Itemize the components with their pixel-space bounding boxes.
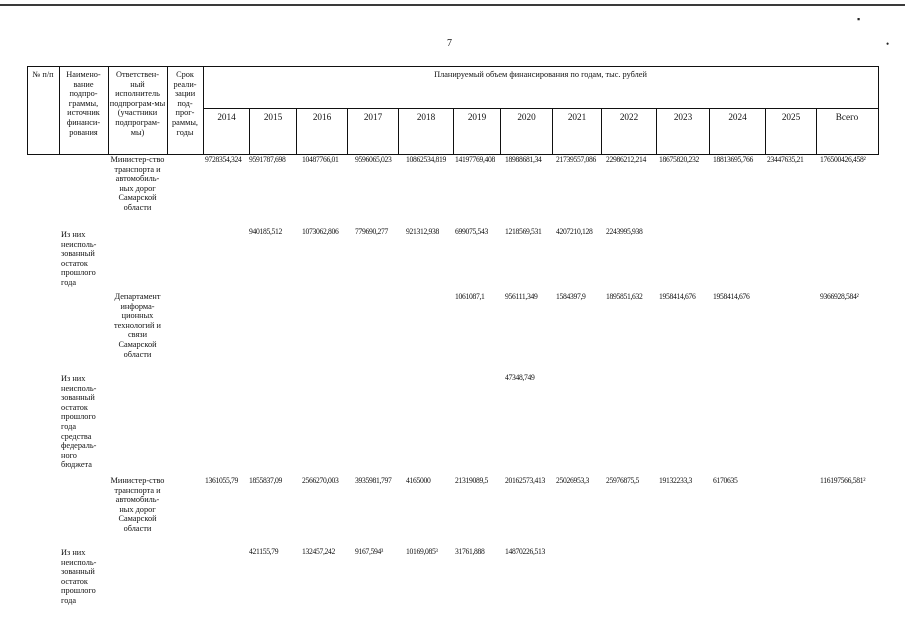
cell-value: 20162573,413 — [505, 476, 546, 485]
cell-value: 4207210,128 — [556, 227, 593, 236]
header-term: Срок реали-зации под-прог-раммы, годы — [172, 70, 198, 137]
cell-value: 921312,938 — [406, 227, 440, 236]
year-header: 2019 — [467, 112, 487, 122]
cell-value: 3935981,797 — [355, 476, 392, 485]
header-name: Наимено-вание подпро-граммы, источник финанси-рования — [66, 70, 101, 137]
year-header: 2018 — [416, 112, 436, 122]
cell-value: 1895851,632 — [606, 292, 643, 301]
year-header: 2015 — [263, 112, 283, 122]
cell-value: 14197769,408 — [455, 155, 496, 164]
row-label: Из них неисполь-зованный остаток прошлого года — [61, 230, 97, 287]
cell-value: 25976875,5 — [606, 476, 640, 485]
row-responsible: Министер-ство транспорта и автомобиль-ных дорог Самарской области — [110, 476, 165, 533]
header-responsible: Ответствен-ный исполнитель подпрограм-мы (участники подпрограм-мы) — [109, 70, 166, 137]
cell-value: 1361055,79 — [205, 476, 239, 485]
cell-value: 1958414,676 — [713, 292, 750, 301]
scan-speck: ▪ — [857, 14, 861, 24]
header-plan: Планируемый объем финансирования по годам, тыс. рублей — [434, 70, 647, 79]
year-header: 2025 — [781, 112, 801, 122]
year-header: 2022 — [619, 112, 639, 122]
cell-value: 1061087,1 — [455, 292, 485, 301]
cell-value: 9596065,023 — [355, 155, 392, 164]
cell-value: 9167,594³ — [355, 547, 384, 556]
header-num: № п/п — [32, 70, 54, 79]
cell-value: 10487766,01 — [302, 155, 339, 164]
year-header: 2016 — [312, 112, 332, 122]
cell-value: 10862534,819 — [406, 155, 447, 164]
cell-value: 21739557,086 — [556, 155, 597, 164]
cell-value: 2243995,938 — [606, 227, 643, 236]
cell-value: 1584397,9 — [556, 292, 586, 301]
cell-value: 699075,543 — [455, 227, 489, 236]
cell-value: 1958414,676 — [659, 292, 696, 301]
cell-value: 21319089,5 — [455, 476, 489, 485]
row-label: Из них неисполь-зованный остаток прошлого года — [61, 548, 97, 605]
row-label: Из них неисполь-зованный остаток прошлого года средства федераль-ного бюджета — [61, 374, 97, 470]
cell-value: 116197566,581² — [820, 476, 866, 485]
cell-value: 2566270,003 — [302, 476, 339, 485]
cell-value: 10169,085³ — [406, 547, 438, 556]
cell-value: 779690,277 — [355, 227, 389, 236]
year-header: Всего — [835, 112, 859, 122]
year-header: 2023 — [673, 112, 693, 122]
cell-value: 1218569,531 — [505, 227, 542, 236]
cell-value: 19132233,3 — [659, 476, 693, 485]
cell-value: 1073062,806 — [302, 227, 339, 236]
scan-speck: • — [886, 39, 890, 49]
cell-value: 4165000 — [406, 476, 431, 485]
row-responsible: Департамент информа-ционных технологий и связи Самарской области — [114, 292, 161, 359]
year-header: 2024 — [728, 112, 747, 122]
cell-value: 6170635 — [713, 476, 738, 485]
cell-value: 9591787,698 — [249, 155, 286, 164]
year-header: 2020 — [517, 112, 536, 122]
cell-value: 132457,242 — [302, 547, 336, 556]
cell-value: 18813695,766 — [713, 155, 754, 164]
cell-value: 421155,79 — [249, 547, 279, 556]
cell-value: 18675820,232 — [659, 155, 700, 164]
row-responsible: Министер-ство транспорта и автомобиль-ных дорог Самарской области — [110, 155, 165, 212]
year-header: 2014 — [217, 112, 236, 122]
cell-value: 956111,349 — [505, 292, 538, 301]
divider — [203, 108, 878, 109]
cell-value: 23447635,21 — [767, 155, 804, 164]
cell-value: 940185,512 — [249, 227, 283, 236]
scan-top-border — [0, 4, 905, 6]
cell-value: 47348,749 — [505, 373, 535, 382]
cell-value: 18988681,34 — [505, 155, 542, 164]
year-header: 2017 — [363, 112, 383, 122]
cell-value: 22986212,214 — [606, 155, 647, 164]
cell-value: 14870226,513 — [505, 547, 546, 556]
year-header: 2021 — [567, 112, 587, 122]
page-number: 7 — [447, 38, 452, 49]
cell-value: 1855837,09 — [249, 476, 283, 485]
cell-value: 25026953,3 — [556, 476, 590, 485]
cell-value: 9728354,324 — [205, 155, 242, 164]
cell-value: 176500426,458² — [820, 155, 866, 164]
cell-value: 9366928,584² — [820, 292, 859, 301]
cell-value: 31761,888 — [455, 547, 485, 556]
